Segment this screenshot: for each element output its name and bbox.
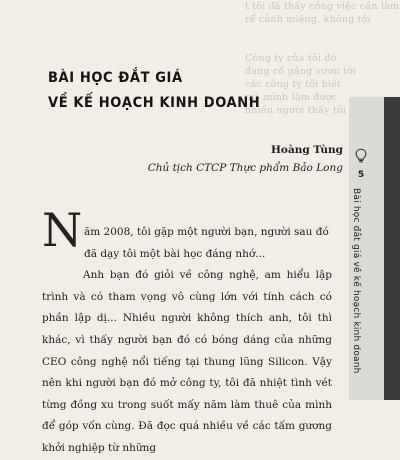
author-role: Chủ tịch CTCP Thực phẩm Bảo Long: [147, 162, 343, 174]
body-text: [42, 222, 332, 460]
show-through-text: t tõi đã thấy công việc cần làm rể cảnh miệng, không tội Công ty của tôi đó đang cố gắng vươn tới các công ty tôi biết mà mình làm được nhiều người thấy tôi: [245, 1, 400, 116]
drop-cap: N: [42, 203, 83, 257]
body-line-2: đã dạy tôi một bài học đáng nhớ...: [84, 247, 266, 260]
chapter-title-line-2: VỀ KẾ HOẠCH KINH DOANH: [48, 95, 261, 111]
chapter-title: [48, 66, 268, 116]
page-number: 5: [357, 170, 365, 180]
chapter-title-line-1: BÀI HỌC ĐẮT GIÁ: [48, 70, 183, 86]
body-paragraph: Anh bạn đó giỏi về công nghệ, am hiểu lập trình và có tham vọng vô cùng lớn với tính cách có phần lập dị... Nhiều người không thích anh, tôi thì khác, vì thấy người bạn đó có bóng dáng của những CEO công nghệ nổi tiếng tại thung lũng Silicon. Vậy nên khi người bạn đó mở công ty, tôi đã nhiệt tình vét từng đồng xu trong suốt mấy năm làm thuê của mình để góp vốn cùng. Đã đọc quá nhiều về các tấm gương khởi nghiệp từ những: [42, 269, 332, 454]
author-name: Hoàng Tùng: [271, 144, 343, 156]
body-line-1: ăm 2008, tôi gặp một người bạn, người sau đó: [84, 226, 329, 238]
side-tab-edge: [384, 97, 400, 400]
lightbulb-icon: [354, 148, 368, 164]
running-head: Bài học đắt giá về kế hoạch kinh doanh: [351, 188, 361, 374]
